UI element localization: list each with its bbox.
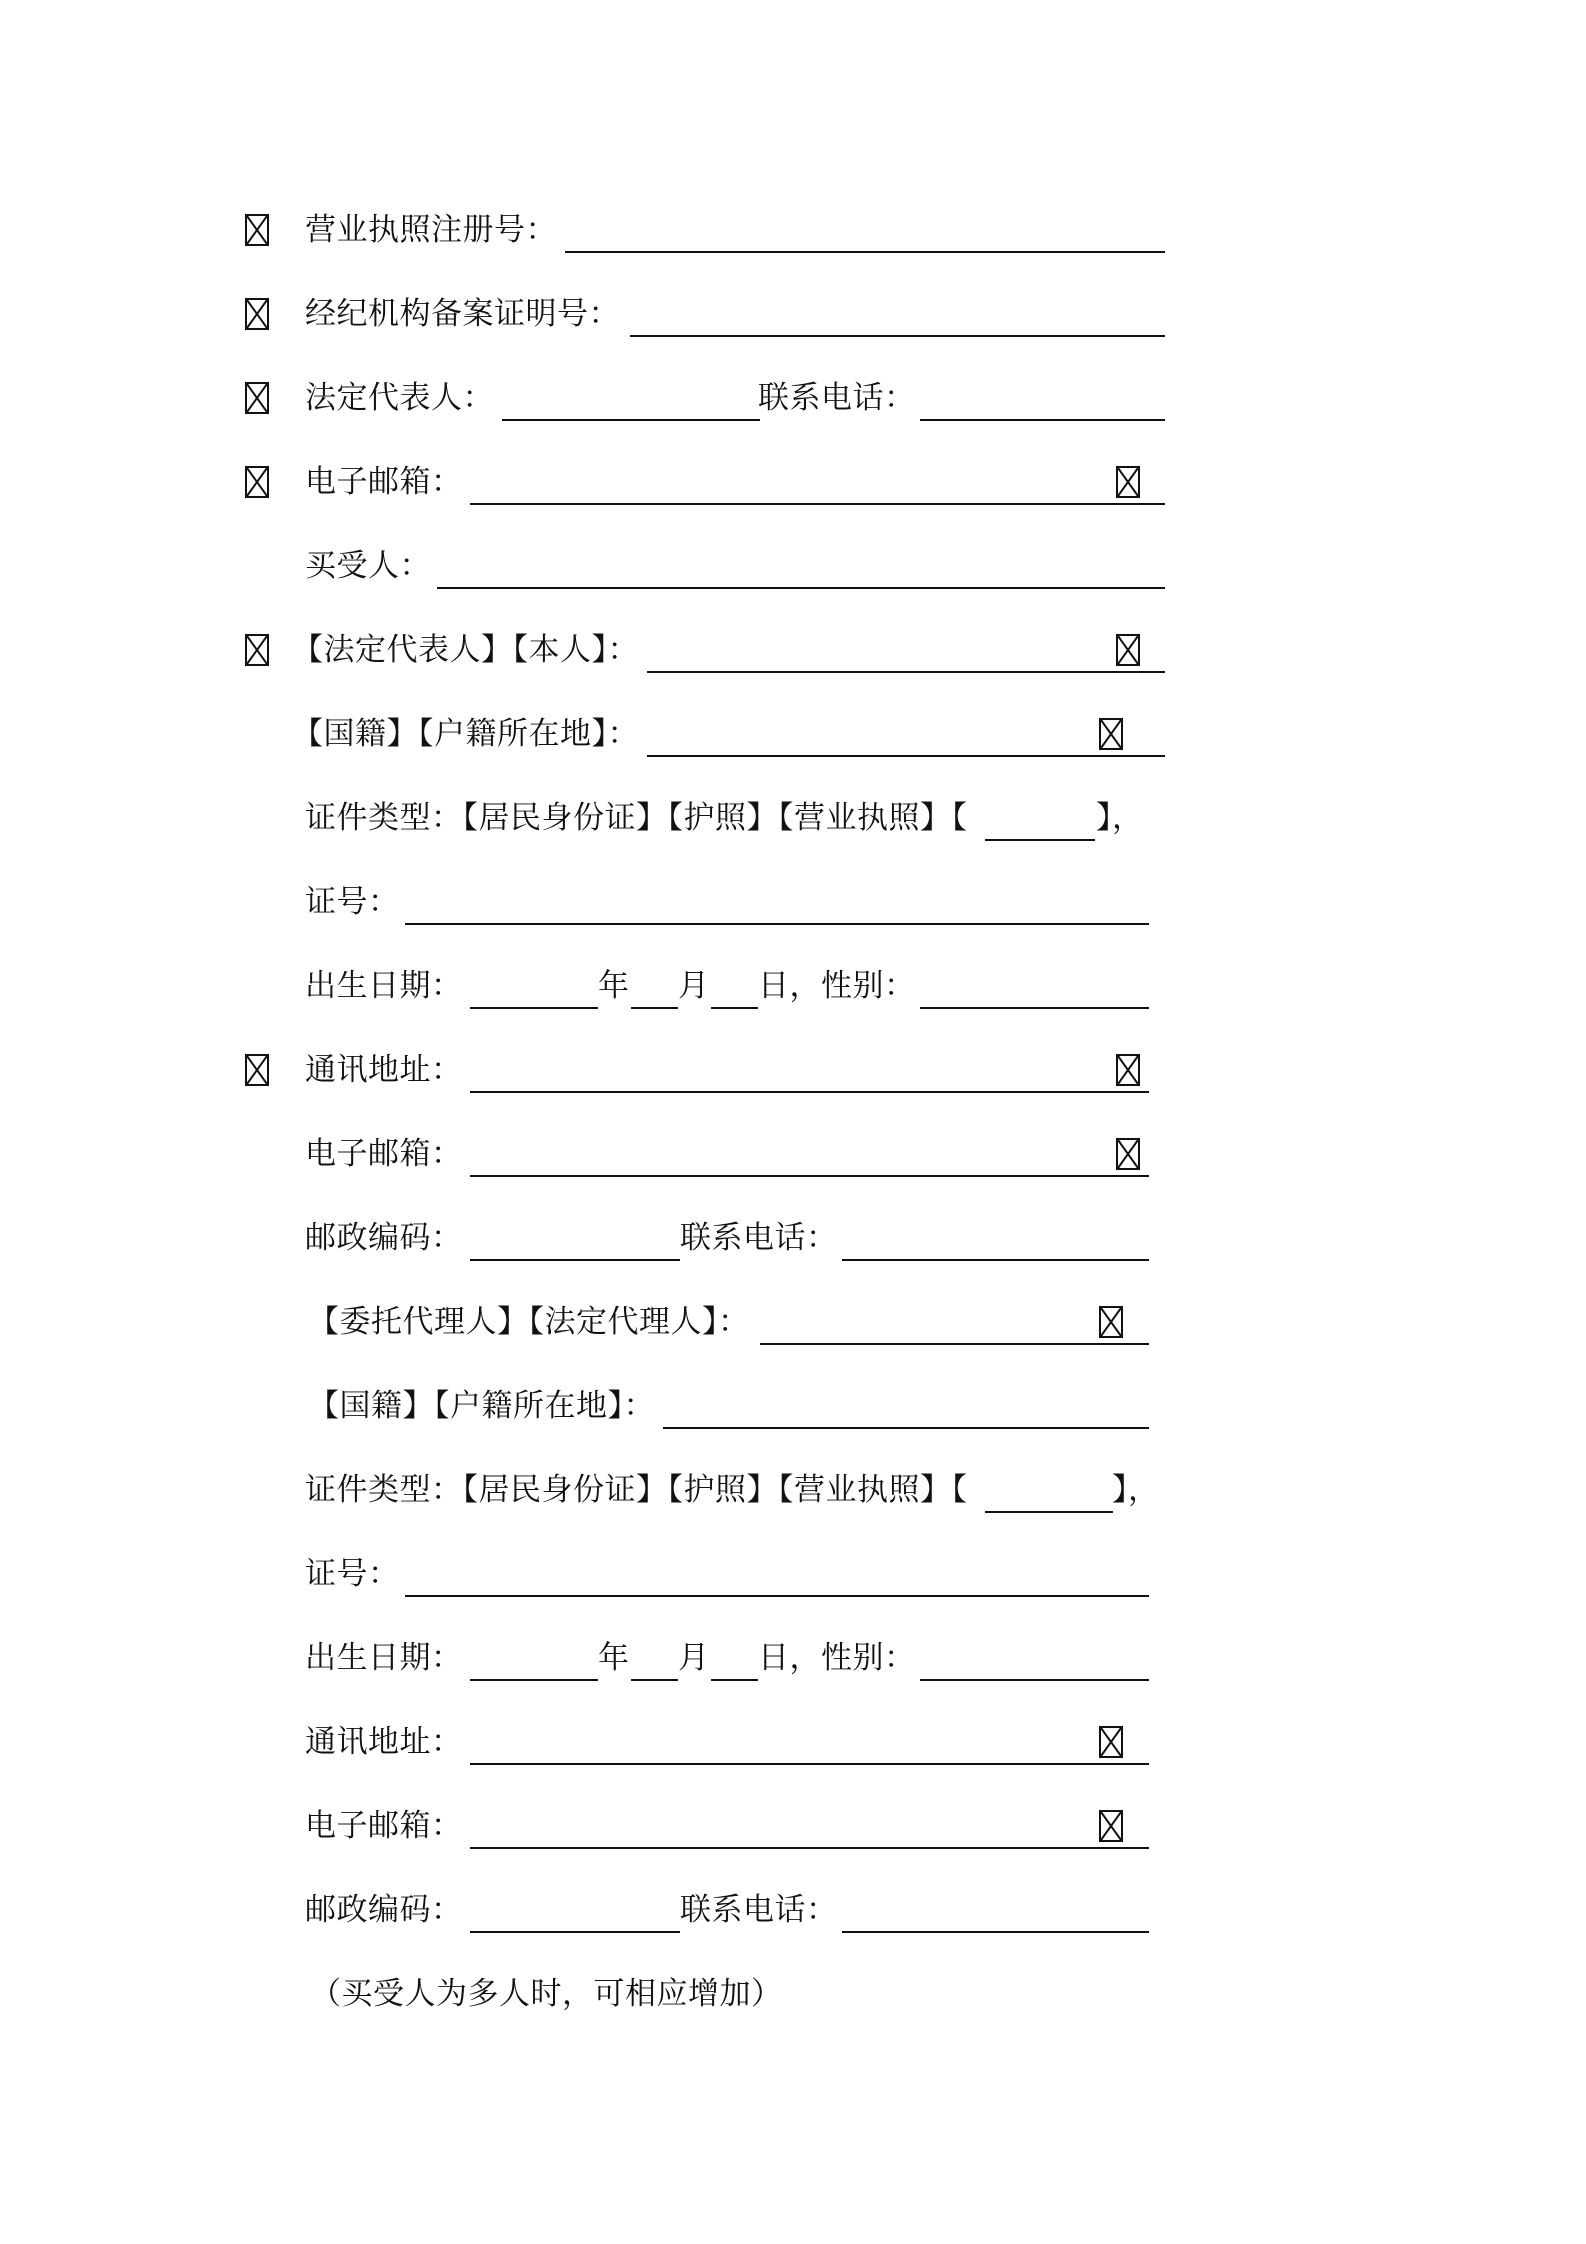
- postcode-label: 邮政编码：: [305, 1220, 463, 1256]
- checkbox-crossed-icon[interactable]: [1099, 1810, 1123, 1842]
- buyer-email-row: [0, 1132, 1586, 1192]
- id-number-label: 证号：: [305, 884, 400, 920]
- agent-nationality-label: 【国籍】【户籍所在地】：: [308, 1388, 655, 1424]
- agent-address-row: [0, 1720, 1586, 1780]
- legal-rep-row: [0, 376, 1586, 436]
- legal-rep-label: 法定代表人：: [305, 380, 494, 416]
- email-label: 电子邮箱：: [305, 464, 463, 500]
- checkbox-crossed-icon[interactable]: [245, 466, 269, 498]
- agent-postcode-row: [0, 1888, 1586, 1948]
- agent-id-number-row: [0, 1552, 1586, 1612]
- id-type-other-field[interactable]: [985, 839, 1095, 841]
- checkbox-crossed-icon[interactable]: [1099, 718, 1123, 750]
- email-row: [0, 460, 1586, 520]
- note-row: [0, 1972, 1586, 2032]
- buyer-field[interactable]: [437, 587, 1165, 589]
- buyer-rep-label: 【法定代表人】【本人】：: [292, 632, 639, 668]
- agent-email-label: 电子邮箱：: [305, 1808, 463, 1844]
- agent-nationality-row: [0, 1384, 1586, 1444]
- agent-id-number-label: 证号：: [305, 1556, 400, 1592]
- legal-rep-field[interactable]: [502, 419, 760, 421]
- checkbox-crossed-icon[interactable]: [1116, 634, 1140, 666]
- agent-id-type-label: 证件类型：【居民身份证】【护照】【营业执照】【: [305, 1472, 968, 1508]
- checkbox-crossed-icon[interactable]: [245, 298, 269, 330]
- nationality-row: [0, 712, 1586, 772]
- agent-address-field[interactable]: [470, 1763, 1149, 1765]
- agency-filing-row: [0, 292, 1586, 352]
- buyer-row: [0, 544, 1586, 604]
- day-gender-label: 日，性别：: [758, 968, 916, 1004]
- buyer-phone-label: 联系电话：: [680, 1220, 838, 1256]
- buyer-email-label: 电子邮箱：: [305, 1136, 463, 1172]
- agent-field[interactable]: [760, 1343, 1149, 1345]
- agent-row: [0, 1300, 1586, 1360]
- agent-id-type-tail: 】，: [1112, 1472, 1160, 1508]
- agent-postcode-label: 邮政编码：: [305, 1892, 463, 1928]
- nationality-field[interactable]: [647, 755, 1165, 757]
- checkbox-crossed-icon[interactable]: [245, 382, 269, 414]
- id-type-tail: 】，: [1096, 800, 1144, 836]
- agent-label: 【委托代理人】【法定代理人】：: [308, 1304, 750, 1340]
- agent-phone-field[interactable]: [842, 1931, 1149, 1933]
- agency-filing-field[interactable]: [630, 335, 1165, 337]
- agent-id-type-other-field[interactable]: [985, 1511, 1113, 1513]
- month-label: 月: [678, 968, 710, 1004]
- multiple-buyers-note: （买受人为多人时，可相应增加）: [310, 1976, 783, 2012]
- address-field[interactable]: [470, 1091, 1149, 1093]
- phone-field[interactable]: [920, 419, 1165, 421]
- checkbox-crossed-icon[interactable]: [245, 214, 269, 246]
- postcode-field[interactable]: [470, 1259, 680, 1261]
- agent-id-number-field[interactable]: [405, 1595, 1149, 1597]
- birth-year-field[interactable]: [470, 1007, 598, 1009]
- day-gender-label: 日，性别：: [758, 1640, 916, 1676]
- business-license-row: [0, 208, 1586, 268]
- business-license-label: 营业执照注册号：: [305, 212, 557, 248]
- gender-field[interactable]: [920, 1007, 1149, 1009]
- phone-label: 联系电话：: [758, 380, 916, 416]
- agent-id-type-row: [0, 1468, 1586, 1528]
- birth-date-row: [0, 964, 1586, 1024]
- agent-birth-month-field[interactable]: [631, 1679, 678, 1681]
- agent-phone-label: 联系电话：: [680, 1892, 838, 1928]
- checkbox-crossed-icon[interactable]: [1116, 1138, 1140, 1170]
- agent-birth-date-row: [0, 1636, 1586, 1696]
- agent-birth-year-field[interactable]: [470, 1679, 598, 1681]
- agent-birth-day-field[interactable]: [711, 1679, 758, 1681]
- month-label: 月: [678, 1640, 710, 1676]
- checkbox-crossed-icon[interactable]: [245, 1054, 269, 1086]
- checkbox-crossed-icon[interactable]: [1099, 1306, 1123, 1338]
- buyer-rep-row: [0, 628, 1586, 688]
- id-number-field[interactable]: [405, 923, 1149, 925]
- address-label: 通讯地址：: [305, 1052, 463, 1088]
- nationality-label: 【国籍】【户籍所在地】：: [292, 716, 639, 752]
- agent-email-field[interactable]: [470, 1847, 1149, 1849]
- checkbox-crossed-icon[interactable]: [245, 634, 269, 666]
- address-row: [0, 1048, 1586, 1108]
- checkbox-crossed-icon[interactable]: [1116, 466, 1140, 498]
- checkbox-crossed-icon[interactable]: [1099, 1726, 1123, 1758]
- buyer-label: 买受人：: [305, 548, 431, 584]
- buyer-email-field[interactable]: [470, 1175, 1149, 1177]
- agent-postcode-field[interactable]: [470, 1931, 680, 1933]
- buyer-rep-field[interactable]: [647, 671, 1165, 673]
- agent-birth-date-label: 出生日期：: [305, 1640, 463, 1676]
- checkbox-crossed-icon[interactable]: [1116, 1054, 1140, 1086]
- postcode-row: [0, 1216, 1586, 1276]
- year-label: 年: [598, 968, 630, 1004]
- agent-email-row: [0, 1804, 1586, 1864]
- agency-filing-label: 经纪机构备案证明号：: [305, 296, 620, 332]
- birth-month-field[interactable]: [631, 1007, 678, 1009]
- buyer-phone-field[interactable]: [842, 1259, 1149, 1261]
- agent-gender-field[interactable]: [920, 1679, 1149, 1681]
- business-license-field[interactable]: [565, 251, 1165, 253]
- year-label: 年: [598, 1640, 630, 1676]
- birth-date-label: 出生日期：: [305, 968, 463, 1004]
- agent-nationality-field[interactable]: [663, 1427, 1149, 1429]
- birth-day-field[interactable]: [711, 1007, 758, 1009]
- id-number-row: [0, 880, 1586, 940]
- agent-address-label: 通讯地址：: [305, 1724, 463, 1760]
- email-field[interactable]: [470, 503, 1165, 505]
- id-type-row: [0, 796, 1586, 856]
- id-type-label: 证件类型：【居民身份证】【护照】【营业执照】【: [305, 800, 968, 836]
